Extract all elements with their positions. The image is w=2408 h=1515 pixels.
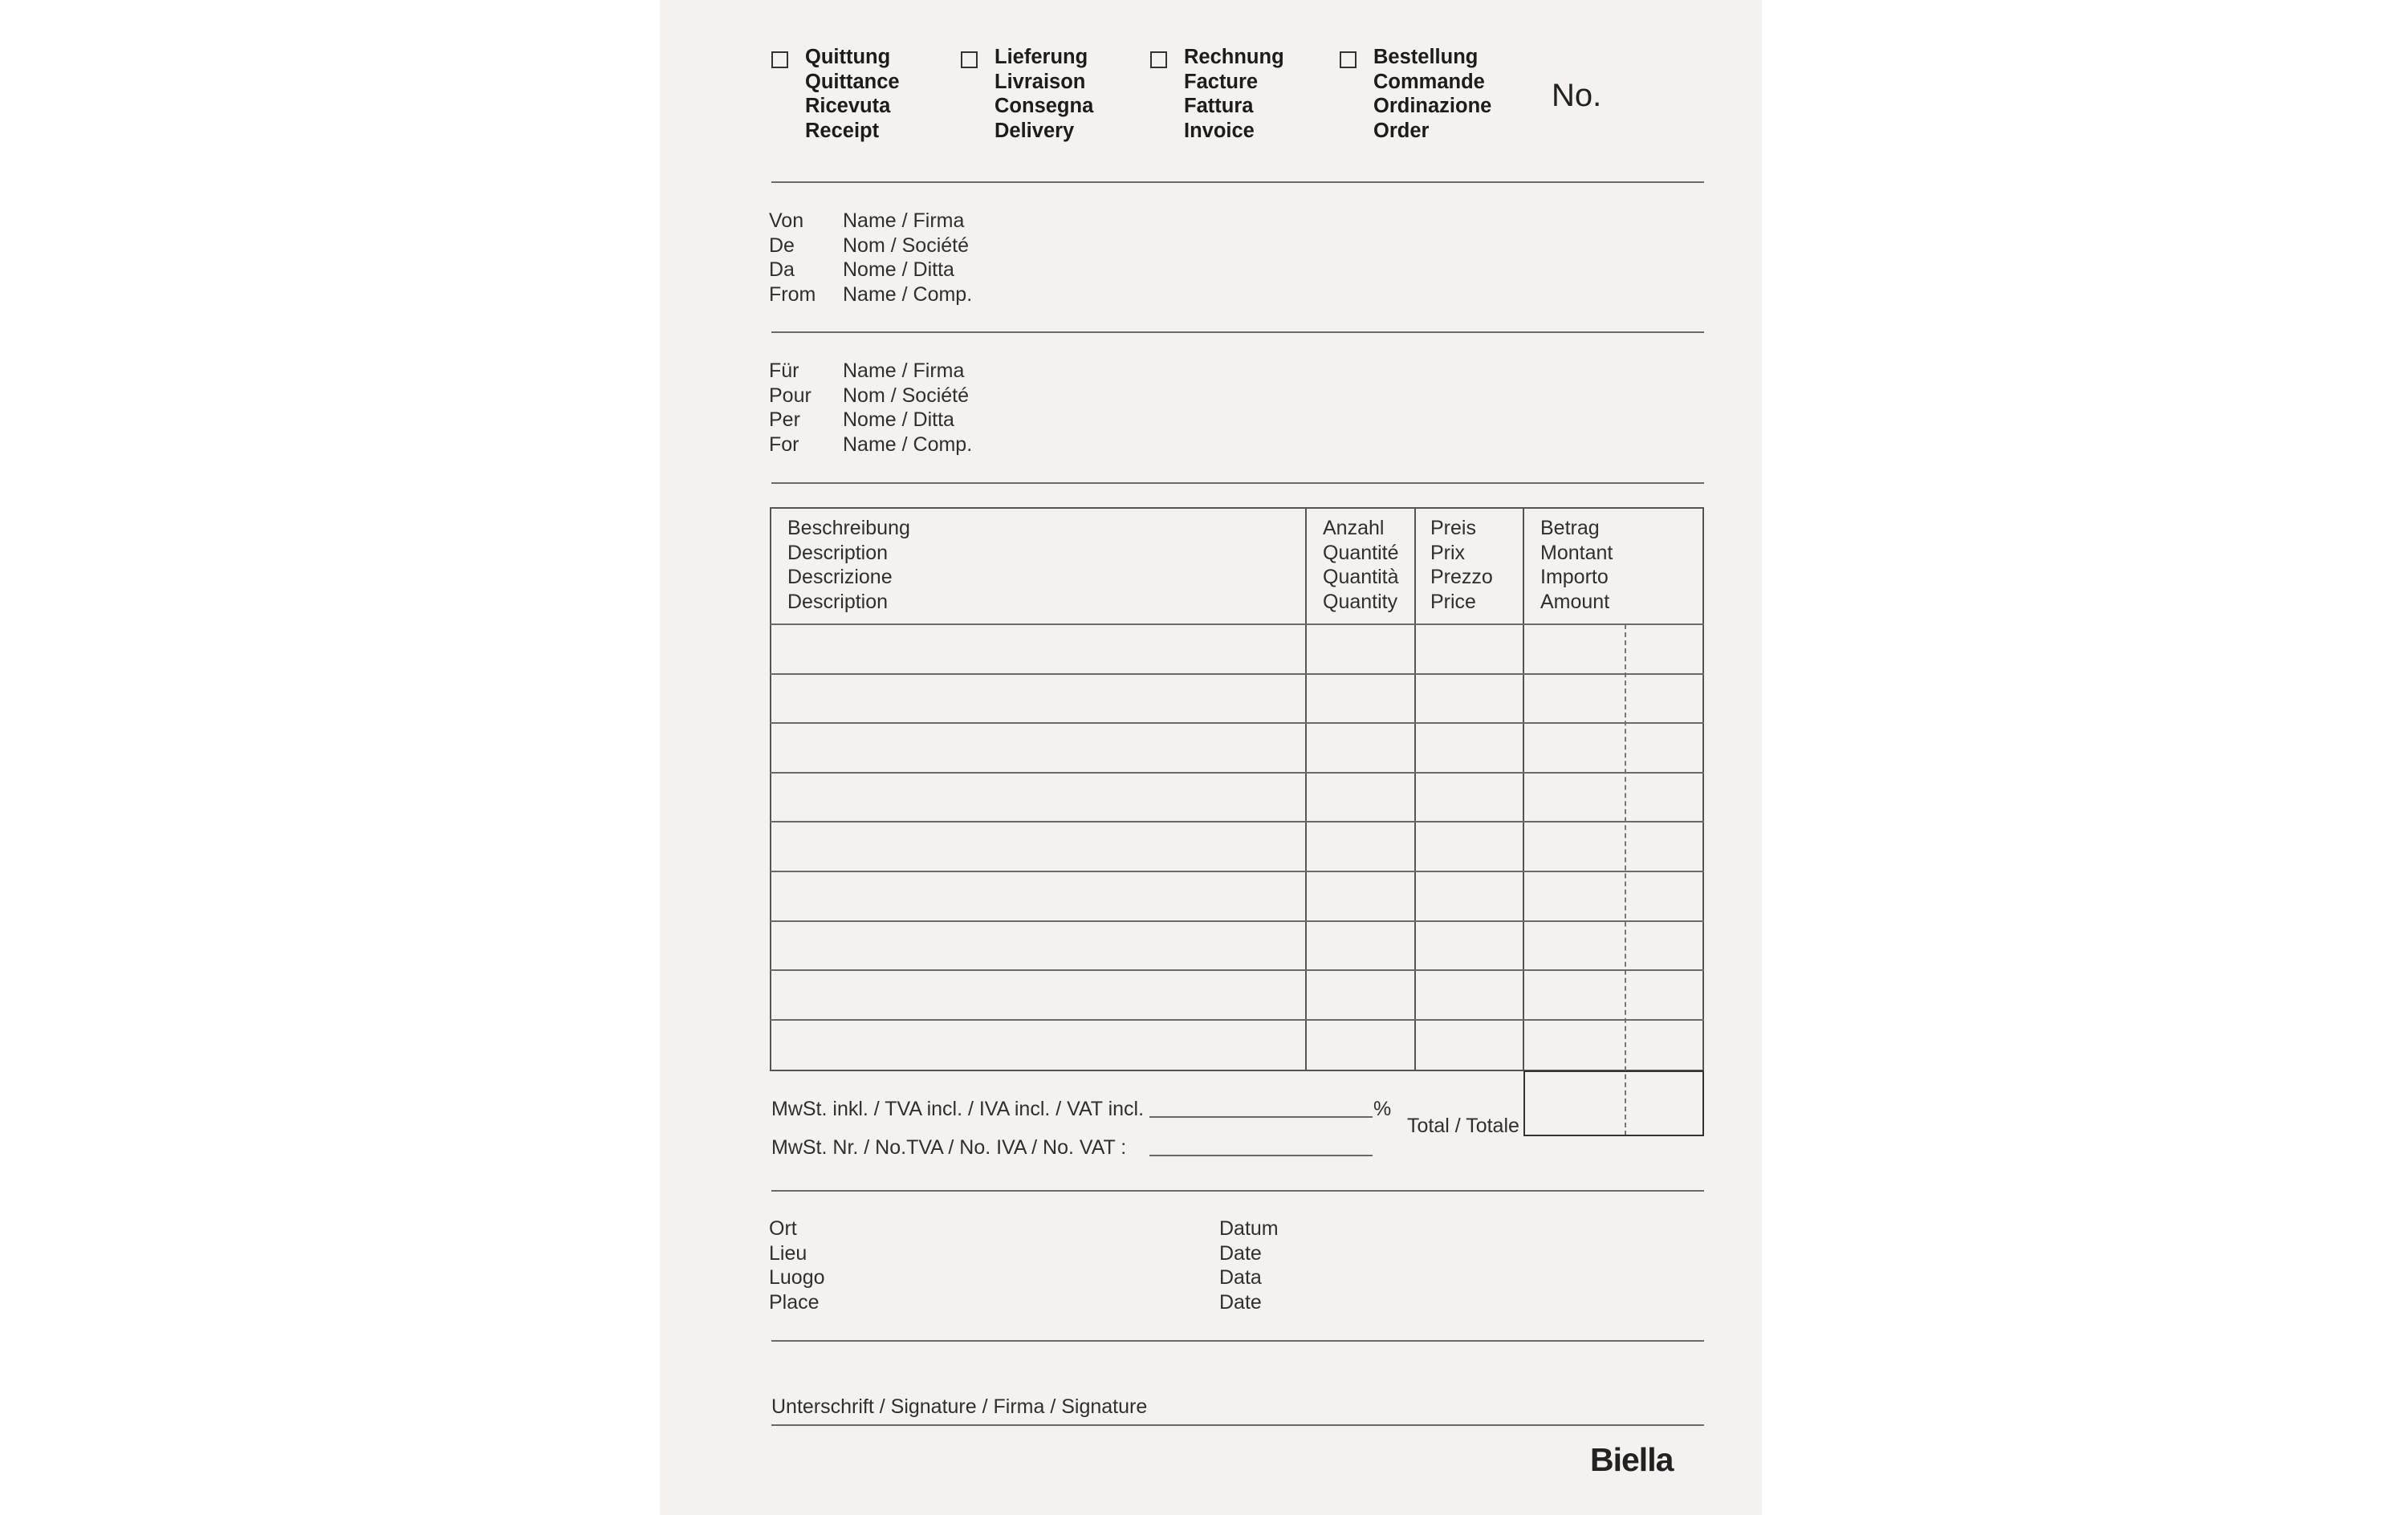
table-row[interactable] — [770, 969, 1704, 971]
signature-line[interactable] — [771, 1424, 1704, 1426]
biella-logo: Biella — [1590, 1441, 1674, 1478]
vat-number-field[interactable] — [1149, 1155, 1373, 1156]
vat-number-label: MwSt. Nr. / No.TVA / No. IVA / No. VAT : — [771, 1136, 1127, 1159]
table-row[interactable] — [770, 1019, 1704, 1021]
doc-type-delivery-label: Lieferung Livraison Consegna Delivery — [995, 46, 1094, 142]
from-name-fields[interactable]: Name / Firma Nom / Société Nome / Ditta Name / Comp. — [843, 209, 973, 306]
table-row[interactable] — [770, 920, 1704, 922]
table-row[interactable] — [770, 722, 1704, 724]
table-row[interactable] — [770, 673, 1704, 675]
table-row[interactable] — [770, 821, 1704, 822]
doc-type-order-label: Bestellung Commande Ordinazione Order — [1373, 46, 1492, 142]
doc-type-receipt-label: Quittung Quittance Ricevuta Receipt — [805, 46, 900, 142]
vat-rate-field[interactable] — [1149, 1116, 1373, 1118]
checkbox-invoice[interactable] — [1150, 51, 1167, 68]
checkbox-order[interactable] — [1340, 51, 1357, 68]
to-labels: Für Pour Per For — [769, 359, 811, 456]
table-column-divider — [1305, 507, 1307, 1071]
table-column-divider — [1523, 507, 1524, 1071]
header-price: Preis Prix Prezzo Price — [1430, 517, 1493, 613]
from-labels: Von De Da From — [769, 209, 816, 306]
table-column-divider — [1414, 507, 1416, 1071]
place-labels: Ort Lieu Luogo Place — [769, 1217, 825, 1314]
document-number-label: No. — [1552, 78, 1602, 113]
checkbox-receipt[interactable] — [771, 51, 788, 68]
table-row[interactable] — [770, 772, 1704, 774]
total-label: Total / Totale — [1407, 1115, 1519, 1137]
divider — [771, 1340, 1704, 1342]
header-quantity: Anzahl Quantité Quantità Quantity — [1323, 517, 1399, 613]
divider — [771, 1190, 1704, 1192]
vat-percent-sign: % — [1373, 1098, 1392, 1120]
divider — [771, 331, 1704, 333]
amount-decimal-divider — [1625, 624, 1626, 1135]
header-amount: Betrag Montant Importo Amount — [1540, 517, 1613, 613]
vat-included-label: MwSt. inkl. / TVA incl. / IVA incl. / VAT incl. — [771, 1098, 1145, 1120]
table-row[interactable] — [770, 871, 1704, 872]
divider — [771, 482, 1704, 484]
date-labels: Datum Date Data Date — [1219, 1217, 1279, 1314]
divider — [771, 181, 1704, 183]
header-description: Beschreibung Description Descrizione Description — [787, 517, 910, 613]
checkbox-delivery[interactable] — [961, 51, 978, 68]
to-name-fields[interactable]: Name / Firma Nom / Société Nome / Ditta Name / Comp. — [843, 359, 973, 456]
signature-label: Unterschrift / Signature / Firma / Signature — [771, 1395, 1148, 1418]
doc-type-invoice-label: Rechnung Facture Fattura Invoice — [1184, 46, 1284, 142]
table-row[interactable] — [770, 623, 1704, 625]
total-amount-box[interactable] — [1523, 1070, 1704, 1136]
